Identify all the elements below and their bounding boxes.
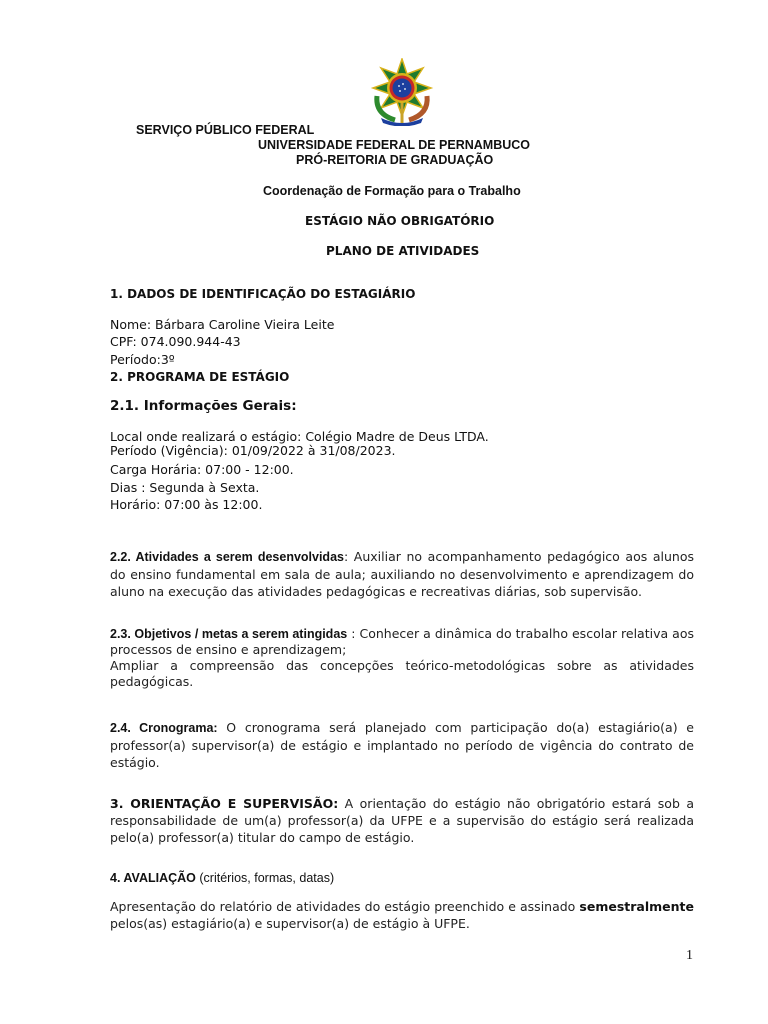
header-line-university: UNIVERSIDADE FEDERAL DE PERNAMBUCO xyxy=(258,138,531,152)
work-hours: Horário: 07:00 às 12:00. xyxy=(110,497,263,512)
work-days: Dias : Segunda à Sexta. xyxy=(110,480,260,495)
section-4-criteria: (critérios, formas, datas) xyxy=(195,871,335,885)
coat-of-arms-emblem xyxy=(367,58,437,126)
section-2-1-title: 2.1. Informações Gerais: xyxy=(110,398,297,414)
section-2-4-paragraph xyxy=(110,719,694,771)
section-2-2-paragraph xyxy=(110,548,694,600)
section-2-3-text-2: Ampliar a compreensão das concepções teórico-metodológicas sobre as atividades pedagógicas. xyxy=(110,658,694,689)
section-2-4-text: O cronograma será planejado com participação do(a) estagiário(a) e professor(a) supervisor(a) de estágio e implantado no período de vigência do contrato de estágio. xyxy=(110,720,694,770)
section-2-3-title: 2.3. Objetivos / metas a serem atingidas xyxy=(110,627,348,641)
section-2-3-text-1: : Conhecer a dinâmica do trabalho escolar relativa aos processos de ensino e aprendizagem; xyxy=(110,626,694,657)
student-cpf: CPF: 074.090.944-43 xyxy=(110,334,241,349)
section-4-text-bold: semestralmente xyxy=(579,899,694,914)
student-name: Nome: Bárbara Caroline Vieira Leite xyxy=(110,317,335,332)
section-4-heading xyxy=(110,870,334,885)
section-2-4-title: 2.4. Cronograma: xyxy=(110,721,218,735)
header-line-pro-rectory: PRÓ-REITORIA DE GRADUAÇÃO xyxy=(296,153,494,167)
section-1-title: 1. DADOS DE IDENTIFICAÇÃO DO ESTAGIÁRIO xyxy=(110,287,416,301)
internship-validity: Período (Vigência): 01/09/2022 à 31/08/2023. xyxy=(110,443,396,458)
section-4-paragraph xyxy=(110,898,694,932)
section-3-title: 3. ORIENTAÇÃO E SUPERVISÃO: xyxy=(110,796,339,811)
student-period: Período:3º xyxy=(110,352,175,367)
workload: Carga Horária: 07:00 - 12:00. xyxy=(110,462,294,477)
section-2-2-text: : Auxiliar no acompanhamento pedagógico aos alunos do ensino fundamental em sala de aula; auxiliando no desenvolvimento e aprendizagem do aluno na execução das atividades pedagógicas e recreativas diárias, sob supervisão. xyxy=(110,549,694,599)
document-title: PLANO DE ATIVIDADES xyxy=(326,244,480,258)
section-4-text-1: Apresentação do relatório de atividades do estágio preenchido e assinado xyxy=(110,899,580,914)
section-3-paragraph xyxy=(110,795,694,846)
internship-location: Local onde realizará o estágio: Colégio Madre de Deus LTDA. xyxy=(110,429,489,444)
section-2-2-title: 2.2. Atividades a serem desenvolvidas xyxy=(110,550,344,564)
section-3-text: A orientação do estágio não obrigatório estará sob a responsabilidade de um(a) professor(a) da UFPE e a supervisão do estágio será realizada pelo(a) professor(a) titular do campo de estágio. xyxy=(110,796,694,845)
section-4-title: 4. AVALIAÇÃO xyxy=(110,871,196,885)
header-line-federal-service: SERVIÇO PÚBLICO FEDERAL xyxy=(136,123,315,137)
section-4-text-2: pelos(as) estagiário(a) e supervisor(a) de estágio à UFPE. xyxy=(110,916,470,931)
section-2-title: 2. PROGRAMA DE ESTÁGIO xyxy=(110,370,290,384)
section-2-3-paragraph xyxy=(110,626,694,690)
page-number: 1 xyxy=(686,948,693,963)
header-internship-type: ESTÁGIO NÃO OBRIGATÓRIO xyxy=(305,214,495,228)
header-coordination: Coordenação de Formação para o Trabalho xyxy=(263,184,521,198)
